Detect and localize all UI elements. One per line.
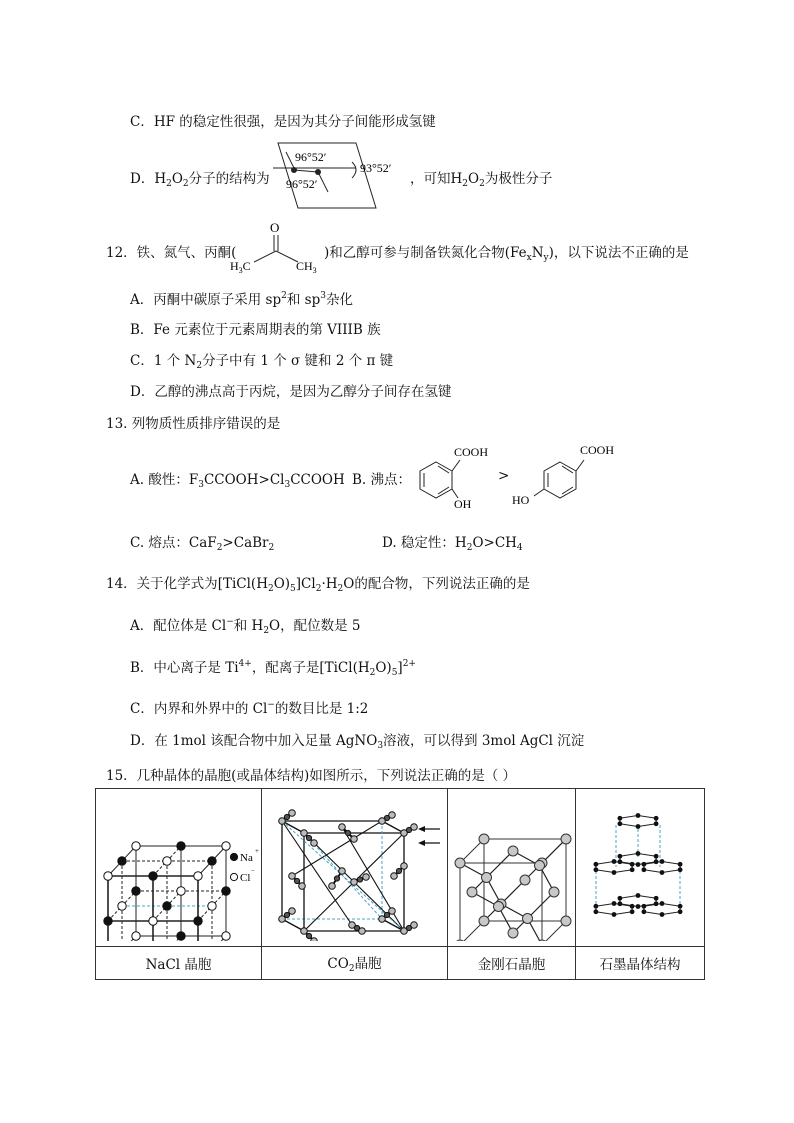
q14-option-a: A．配位体是 Cl−和 $H_2O$，配位数是 5 [130, 617, 361, 636]
o-atom [311, 839, 318, 846]
q12-option-b: B．Fe 元素位于元素周期表的第 VIIIB 族 [130, 322, 381, 338]
c-atom [306, 835, 311, 840]
nacl-unit-cell-diagram [96, 791, 261, 941]
q14-option-d: D．在 1mol 该配合物中加入足量 AgNO$_3$溶液，可以得到 3mol AgCl 沉淀 [130, 733, 585, 751]
o-atom [279, 915, 286, 922]
cl-legend-charge: − [251, 866, 255, 875]
q12-option-d: D．乙醇的沸点高于丙烷，是因为乙醇分子间存在氢键 [130, 384, 452, 400]
q12-stem-end: )和乙醇可参与制备铁氮化合物$(Fe_xN_y)$，以下说法不正确的是 [324, 245, 689, 263]
o-atom [339, 823, 346, 830]
h2o2-structure-diagram [268, 140, 408, 212]
q14-option-b: B．中心离子是 $Ti^{4+}$，配离子是$[TiCl(H_2O)_5]^{2+}$ [130, 659, 416, 678]
na-ion [222, 886, 230, 894]
cl-ion [118, 901, 126, 909]
cl-ion [194, 871, 202, 879]
graphite-bond [644, 869, 662, 872]
graphite-carbon-atom [654, 859, 659, 864]
co2-unit-cell-diagram [262, 791, 447, 941]
cl-ion [177, 886, 185, 894]
graphite-carbon-atom [630, 903, 635, 908]
graphite-carbon-atom [594, 861, 599, 866]
svg-text:93°52′: 93°52′ [360, 161, 392, 175]
c-atom [306, 933, 311, 938]
o-atom [379, 915, 386, 922]
carbon-atom [508, 928, 518, 938]
carbon-atom [482, 872, 492, 882]
o-atom [299, 882, 306, 889]
graphite-bond [614, 911, 632, 914]
q15-stem: 15．几种晶体的晶胞(或晶体结构)如图所示，下列说法正确的是（ ） [106, 768, 517, 784]
graphite-bond [620, 823, 638, 826]
o-atom [351, 835, 358, 842]
graphite-bond [644, 911, 662, 914]
na-ion [104, 916, 112, 924]
graphite-carbon-atom [642, 867, 647, 872]
diamond-unit-cell-diagram [448, 791, 575, 941]
o-atom [351, 878, 358, 885]
graphite-carbon-atom [660, 912, 665, 917]
graphite-carbon-atom [678, 861, 683, 866]
o-atom [301, 829, 308, 836]
pointer-arrowhead [418, 826, 425, 832]
o-atom [401, 862, 408, 869]
cl-ion [149, 916, 157, 924]
graphite-carbon-atom [636, 893, 641, 898]
o-atom [311, 937, 318, 940]
graphite-carbon-atom [630, 867, 635, 872]
na-legend-charge: + [255, 846, 259, 855]
crystal-structure-figure-table [95, 788, 705, 980]
na-ion [208, 856, 216, 864]
salicylic-acid-structure [410, 440, 502, 512]
carbon-atom [537, 940, 547, 941]
graphite-carbon-atom [636, 862, 641, 867]
carbon-atom [455, 940, 465, 941]
cl-legend-dot [230, 873, 237, 880]
graphite-carbon-atom [636, 824, 641, 829]
graphite-carbon-atom [612, 901, 617, 906]
graphite-carbon-atom [618, 815, 623, 820]
carbon-atom [455, 858, 465, 868]
o-atom [411, 823, 418, 830]
svg-text:O: O [270, 220, 280, 235]
graphite-carbon-atom [618, 895, 623, 900]
c-atom [294, 878, 299, 883]
graphite-carbon-atom [642, 909, 647, 914]
svg-text:H3C: $H_3C$ [230, 259, 251, 275]
carbon-atom [479, 834, 489, 844]
q14-option-c: C．内界和外界中的 Cl−的数目比是 1:2 [130, 700, 369, 717]
na-ion [177, 931, 185, 939]
na-ion [118, 856, 126, 864]
o-atom [279, 817, 286, 824]
graphite-bond [596, 861, 614, 864]
graphite-carbon-atom [630, 909, 635, 914]
graphite-carbon-atom [660, 901, 665, 906]
c-atom [334, 875, 339, 880]
carbon-atom [523, 913, 533, 923]
cl-ion [222, 841, 230, 849]
cl-ion [208, 901, 216, 909]
na-ion [163, 901, 171, 909]
svg-text:OH: OH [454, 497, 472, 511]
c-atom [357, 876, 362, 881]
graphite-caption: 石墨晶体结构 [576, 947, 705, 980]
q12-option-a: A．丙酮中碳原子采用 $sp^2$和 $sp^3$杂化 [130, 291, 353, 308]
na-legend-dot [230, 853, 237, 860]
o-atom [289, 872, 296, 879]
carbon-atom [494, 901, 504, 911]
graphite-carbon-atom [654, 895, 659, 900]
nacl-caption: NaCl 晶胞 [96, 947, 262, 980]
graphite-carbon-atom [642, 861, 647, 866]
graphite-carbon-atom [594, 867, 599, 872]
graphite-carbon-atom [630, 861, 635, 866]
diamond-caption: 金刚石晶胞 [448, 947, 576, 980]
graphite-carbon-atom [654, 901, 659, 906]
graphite-bond [638, 853, 656, 856]
graphite-bond [620, 895, 638, 898]
cl-legend-label: Cl [240, 871, 251, 884]
cl-ion [132, 841, 140, 849]
graphite-carbon-atom [612, 912, 617, 917]
q12-stem-start: 12．铁、氮气、丙酮( [106, 245, 237, 261]
carbon-atom [535, 860, 545, 870]
graphite-structure-figure [576, 789, 705, 947]
cl-ion [222, 931, 230, 939]
graphite-carbon-atom [660, 859, 665, 864]
pointer-arrowhead [418, 840, 425, 846]
diamond-bond [487, 851, 514, 878]
q14-stem: 14．关于化学式为$[TiCl(H_2O)_5]Cl_2\cdot H_2O$的配合物，下列说法正确的是 [106, 576, 530, 594]
svg-text:96°52′: 96°52′ [286, 177, 318, 191]
carbon-atom [479, 916, 489, 926]
graphite-bond [620, 853, 638, 856]
svg-text:96°52′: 96°52′ [295, 150, 327, 164]
co2-caption: $CO_2$晶胞 [262, 947, 448, 980]
graphite-carbon-atom [618, 901, 623, 906]
graphite-bond [662, 911, 680, 914]
graphite-carbon-atom [654, 815, 659, 820]
c-atom [396, 868, 401, 873]
graphite-carbon-atom [660, 870, 665, 875]
graphite-bond [662, 861, 680, 864]
graphite-carbon-atom [642, 903, 647, 908]
carbon-atom [467, 887, 477, 897]
graphite-carbon-atom [678, 867, 683, 872]
graphite-carbon-atom [612, 870, 617, 875]
o-atom [391, 872, 398, 879]
graphite-bond [638, 895, 656, 898]
na-legend-label: Na [240, 851, 253, 864]
c-atom [284, 912, 289, 917]
graphite-carbon-atom [636, 813, 641, 818]
cl-ion [163, 856, 171, 864]
o-atom [289, 907, 296, 914]
na-ion [177, 841, 185, 849]
o-atom [329, 882, 336, 889]
na-ion [132, 886, 140, 894]
carbon-atom [508, 846, 518, 856]
o-atom [363, 873, 370, 880]
carbon-atom [561, 916, 571, 926]
co2-cell-figure [262, 789, 448, 947]
acetone-structure [228, 218, 324, 276]
q11-option-c: C．HF 的稳定性很强，是因为其分子间能形成氢键 [130, 114, 436, 130]
na-ion [194, 916, 202, 924]
graphite-carbon-atom [654, 821, 659, 826]
q13-greater-than: > [498, 468, 510, 484]
diamond-bond [528, 892, 555, 919]
q13-option-b: B. 沸点： [352, 472, 412, 488]
graphite-carbon-atom [618, 859, 623, 864]
graphite-carbon-atom [636, 904, 641, 909]
svg-text:COOH: COOH [454, 445, 489, 459]
graphite-carbon-atom [594, 909, 599, 914]
q13-option-d: D. 稳定性：$H_2O>CH_4$ [382, 535, 523, 553]
graphite-carbon-atom [678, 903, 683, 908]
graphite-carbon-atom [594, 903, 599, 908]
graphite-carbon-atom [678, 909, 683, 914]
o-atom [389, 907, 396, 914]
carbon-atom [520, 875, 530, 885]
c-atom [345, 830, 350, 835]
graphite-bond [596, 911, 614, 914]
na-ion [149, 871, 157, 879]
c-atom [284, 814, 289, 819]
p-hydroxybenzoic-acid-structure [508, 440, 628, 512]
q13-stem: 13. 列物质性质排序错误的是 [106, 416, 281, 432]
q11-option-d: D．$H_2O_2$分子的结构为 [130, 171, 270, 189]
graphite-bond [662, 903, 680, 906]
o-atom [389, 811, 396, 818]
o-atom [359, 927, 366, 934]
graphite-carbon-atom [612, 859, 617, 864]
graphite-structure-diagram [576, 791, 704, 941]
carbon-atom [561, 834, 571, 844]
carbon-atom [549, 887, 559, 897]
graphite-bond [662, 869, 680, 872]
q13-option-a: A. 酸性：$F_3CCOOH>Cl_3CCOOH$ [130, 472, 345, 490]
nacl-cell-figure [96, 789, 262, 947]
graphite-bond [620, 815, 638, 818]
graphite-bond [614, 869, 632, 872]
o-atom [289, 809, 296, 816]
q13-option-c: C. 熔点：CaF$_2$>CaBr$_2$ [130, 535, 275, 553]
cl-ion [132, 931, 140, 939]
graphite-bond [638, 815, 656, 818]
o-atom [411, 921, 418, 928]
graphite-bond [596, 869, 614, 872]
graphite-carbon-atom [618, 853, 623, 858]
graphite-carbon-atom [654, 853, 659, 858]
svg-text:COOH: COOH [580, 443, 615, 457]
c-atom [384, 912, 389, 917]
graphite-bond [638, 823, 656, 826]
graphite-carbon-atom [636, 851, 641, 856]
q12-option-c: C．1 个 $N_2$分子中有 1 个 σ 键和 2 个 π 键 [130, 353, 394, 371]
svg-text:CH3: $CH_3$ [296, 259, 317, 275]
graphite-bond [596, 903, 614, 906]
svg-text:HO: HO [512, 493, 530, 507]
o-atom [339, 867, 346, 874]
q11-option-d-conclusion: ，可知$H_2O_2$为极性分子 [410, 171, 553, 189]
graphite-carbon-atom [618, 821, 623, 826]
cl-ion [104, 871, 112, 879]
o-atom [301, 927, 308, 934]
diamond-cell-figure [448, 789, 576, 947]
